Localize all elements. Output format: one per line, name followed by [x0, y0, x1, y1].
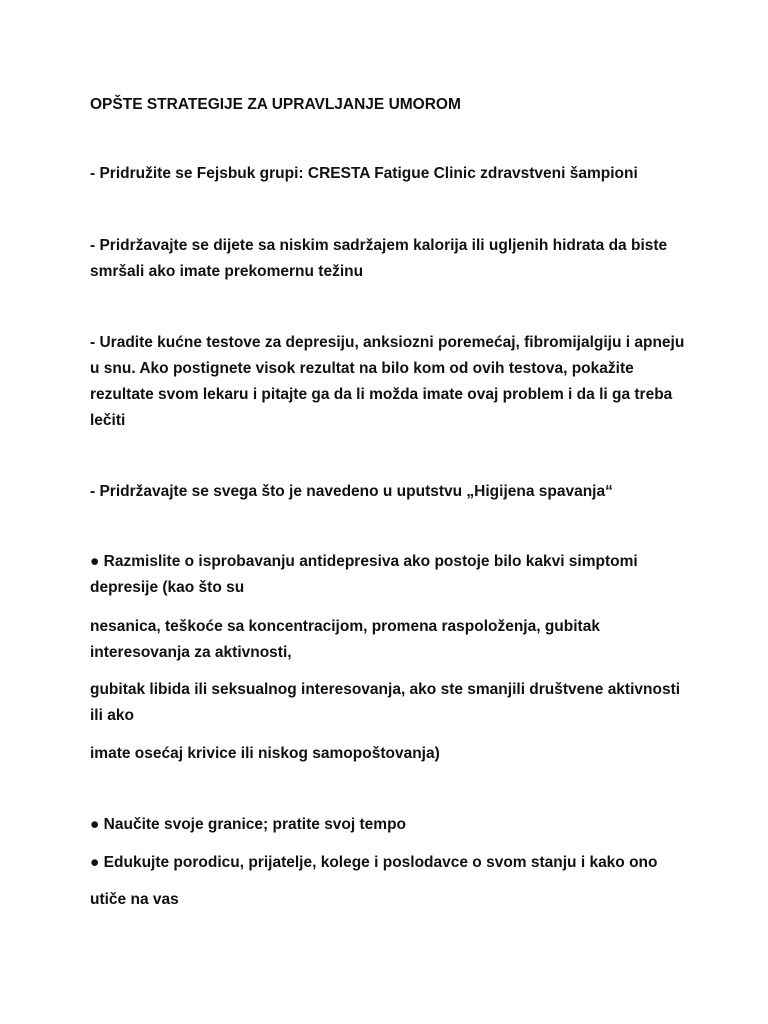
- paragraph-affects-you: utiče na vas: [90, 891, 179, 908]
- paragraph-depression-symptoms-3: imate osećaj krivice ili niskog samopoštovanja): [90, 745, 440, 762]
- paragraph-depression-symptoms-2: gubitak libida ili seksualnog interesovanja, ako ste smanjili društvene aktivnosti ili ako: [90, 681, 681, 724]
- paragraph-facebook-group: - Pridružite se Fejsbuk grupi: CRESTA Fatigue Clinic zdravstveni šampioni: [90, 165, 638, 182]
- paragraph-sleep-hygiene: - Pridržavajte se svega što je navedeno u uputstvu „Higijena spavanja“: [90, 483, 613, 500]
- paragraph-home-tests: - Uradite kućne testove za depresiju, anksiozni poremećaj, fibromijalgiju i apneju u snu. Ako postignete visok rezultat na bilo kom od ovih testova, pokažite rezultate svom lekaru i pitajte ga da li možda imate ovaj problem i da li ga treba lečiti: [90, 334, 685, 429]
- document-title: OPŠTE STRATEGIJE ZA UPRAVLJANJE UMOROM: [90, 96, 461, 113]
- paragraph-diet: - Pridržavajte se dijete sa niskim sadržajem kalorija ili ugljenih hidrata da biste smršali ako imate prekomernu težinu: [90, 237, 668, 280]
- bullet-limits: ● Naučite svoje granice; pratite svoj tempo: [90, 816, 407, 833]
- bullet-educate: ● Edukujte porodicu, prijatelje, kolege i poslodavce o svom stanju i kako ono: [90, 854, 658, 871]
- bullet-antidepressants: ● Razmislite o isprobavanju antidepresiva ako postoje bilo kakvi simptomi depresije (kao što su: [90, 553, 638, 596]
- paragraph-depression-symptoms-1: nesanica, teškoće sa koncentracijom, promena raspoloženja, gubitak interesovanja za aktivnosti,: [90, 618, 600, 661]
